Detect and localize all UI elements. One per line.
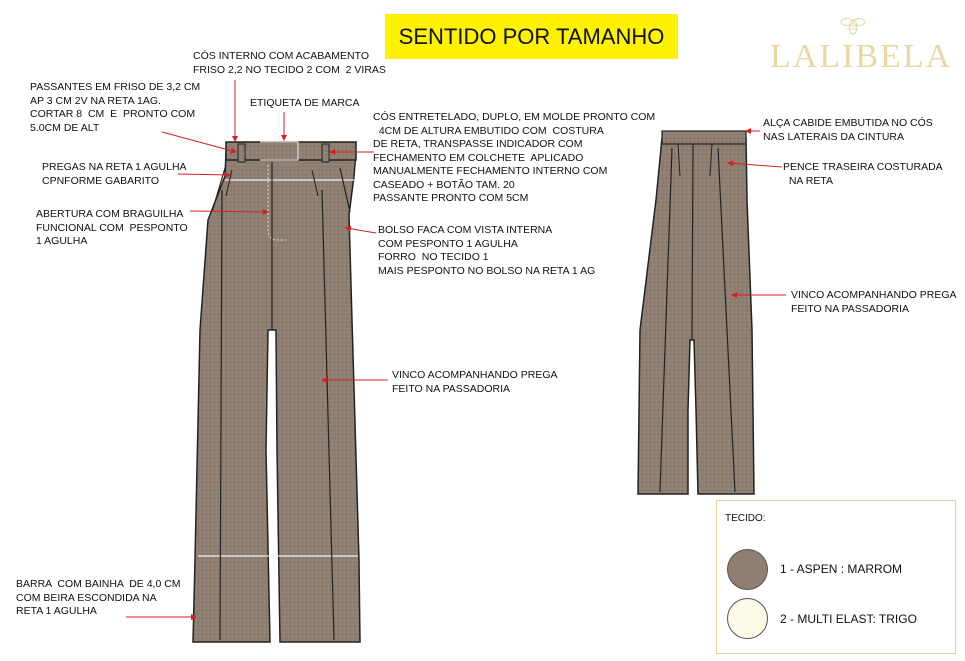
note-passantes: PASSANTES EM FRISO DE 3,2 CM AP 3 CM 2V NA RETA 1AG. CORTAR 8 CM E PRONTO COM 5.0CM DE ALT bbox=[30, 81, 201, 134]
belt-loop-right bbox=[322, 144, 329, 162]
title-text: SENTIDO POR TAMANHO bbox=[398, 23, 665, 49]
note-pregas: PREGAS NA RETA 1 AGULHA CPNFORME GABARITO bbox=[42, 161, 187, 187]
back-trousers-body bbox=[638, 138, 754, 494]
back-trousers bbox=[638, 131, 754, 494]
note-etiqueta: ETIQUETA DE MARCA bbox=[250, 97, 360, 109]
note-cos-entretelado: CÓS ENTRETELADO, DUPLO, EM MOLDE PRONTO COM 4CM DE ALTURA EMBUTIDO COM COSTURA DE RETA, TRANSPASSE INDICADOR COM FECHAMENTO EM COLCHETE APLICADO MANUALMENTE FECHAMENTO INTERNO COM CASEADO + BOTÃO TAM. 20 PASSANTE PRONTO COM 5CM bbox=[373, 111, 656, 204]
front-trousers bbox=[193, 142, 360, 642]
back-waistband bbox=[662, 131, 746, 144]
note-abertura: ABERTURA COM BRAGUILHA FUNCIONAL COM PESPONTO 1 AGULHA bbox=[36, 208, 188, 247]
fabric-label: TECIDO: bbox=[725, 513, 766, 524]
note-cos-interno: CÓS INTERNO COM ACABAMENTO FRISO 2,2 NO TECIDO 2 COM 2 VIRAS bbox=[193, 50, 386, 76]
arrow-bolso bbox=[346, 228, 376, 233]
brand-logo: LALIBELA bbox=[770, 38, 953, 75]
note-bolso: BOLSO FACA COM VISTA INTERNA COM PESPONTO 1 AGULHA FORRO NO TECIDO 1 MAIS PESPONTO NO BOLSO NA RETA 1 AG bbox=[378, 224, 596, 277]
fabric-legend bbox=[716, 500, 956, 654]
fabric-swatch-2 bbox=[727, 598, 768, 639]
fabric-name-1: 1 - ASPEN : MARROM bbox=[780, 562, 903, 576]
note-alca: ALÇA CABIDE EMBUTIDA NO CÓS NAS LATERAIS DA CINTURA bbox=[763, 117, 933, 143]
note-vinco-frente: VINCO ACOMPANHANDO PREGA FEITO NA PASSADORIA bbox=[392, 369, 558, 395]
note-pence: PENCE TRASEIRA COSTURADA NA RETA bbox=[783, 161, 943, 187]
fabric-swatch-1 bbox=[727, 549, 768, 590]
note-vinco-costas: VINCO ACOMPANHANDO PREGA FEITO NA PASSADORIA bbox=[791, 289, 957, 315]
belt-loop-left bbox=[238, 144, 245, 162]
fabric-name-2: 2 - MULTI ELAST: TRIGO bbox=[780, 612, 917, 626]
front-trousers-body bbox=[193, 152, 360, 642]
arrow-passantes bbox=[162, 132, 236, 152]
note-barra: BARRA COM BAINHA DE 4,0 CM COM BEIRA ESCONDIDA NA RETA 1 AGULHA bbox=[16, 578, 181, 617]
